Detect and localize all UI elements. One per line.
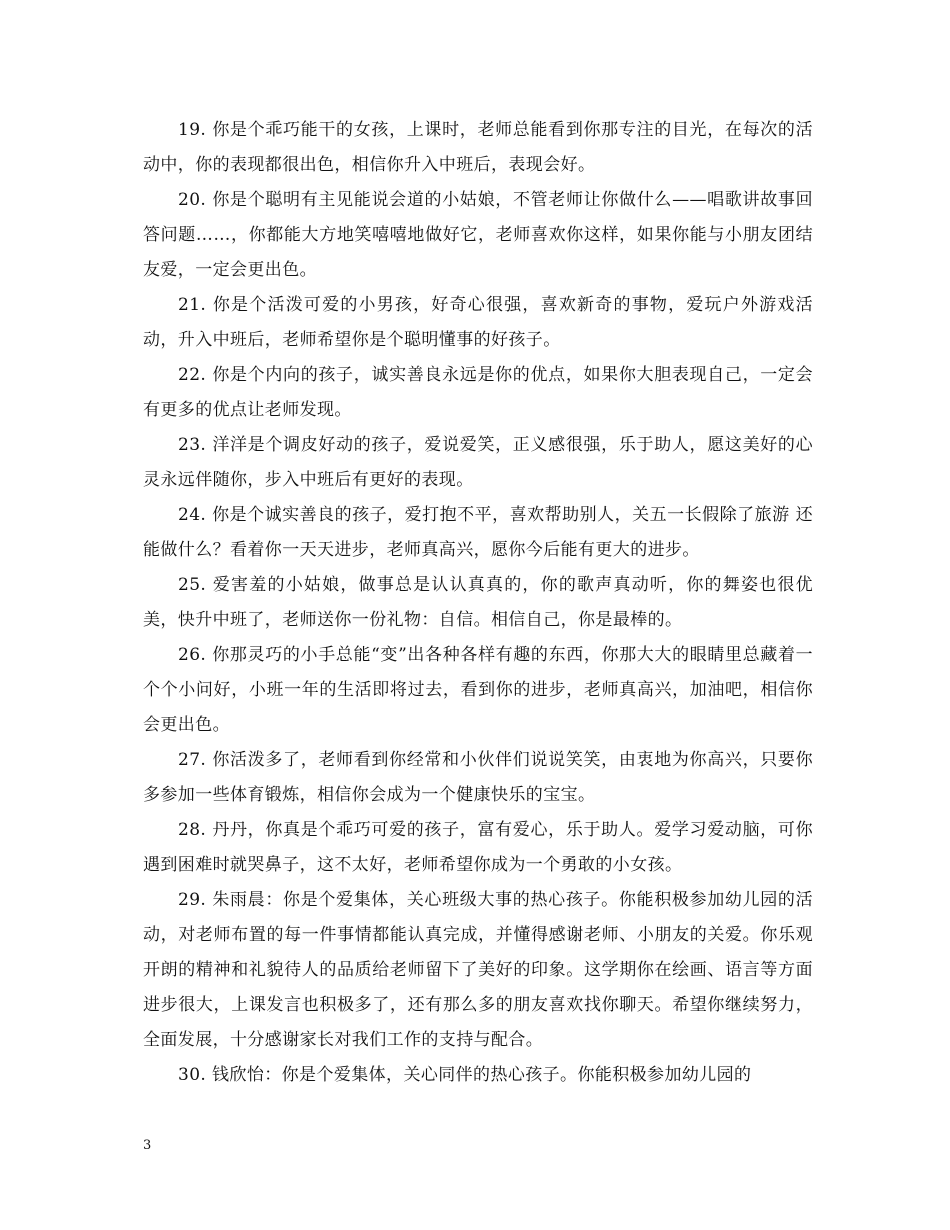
document-body xyxy=(143,113,813,1093)
paragraph-28: 28. 丹丹，你真是个乖巧可爱的孩子，富有爱心，乐于助人。爱学习爱动脑，可你遇到困难时就哭鼻子，这不太好，老师希望你成为一个勇敢的小女孩。 xyxy=(143,820,813,875)
paragraph-26: 26. 你那灵巧的小手总能“变”出各种各样有趣的东西，你那大大的眼睛里总藏着一个个小问好，小班一年的生活即将过去，看到你的进步，老师真高兴，加油吧，相信你会更出色。 xyxy=(143,645,813,735)
paragraph-30: 30. 钱欣怡：你是个爱集体，关心同伴的热心孩子。你能积极参加幼儿园的 xyxy=(178,1065,752,1085)
paragraph-27: 27. 你活泼多了，老师看到你经常和小伙伴们说说笑笑，由衷地为你高兴，只要你多参加一些体育锻炼，相信你会成为一个健康快乐的宝宝。 xyxy=(143,750,813,805)
paragraph-24: 24. 你是个诚实善良的孩子，爱打抱不平，喜欢帮助别人，关五一长假除了旅游 还能做什么？看着你一天天进步，老师真高兴，愿你今后能有更大的进步。 xyxy=(143,505,813,560)
paragraph-25: 25. 爱害羞的小姑娘，做事总是认认真真的，你的歌声真动听，你的舞姿也很优美，快升中班了，老师送你一份礼物：自信。相信自己，你是最棒的。 xyxy=(143,575,813,630)
paragraph-29: 29. 朱雨晨：你是个爱集体，关心班级大事的热心孩子。你能积极参加幼儿园的活动，对老师布置的每一件事情都能认真完成，并懂得感谢老师、小朋友的关爱。你乐观开朗的精神和礼貌待人的品质给老师留下了美好的印象。这学期你在绘画、语言等方面进步很大，上课发言也积极多了，还有那么多的朋友喜欢找你聊天。希望你继续努力，全面发展，十分感谢家长对我们工作的支持与配合。 xyxy=(143,890,813,1050)
paragraph-19: 19. 你是个乖巧能干的女孩，上课时，老师总能看到你那专注的目光，在每次的活动中，你的表现都很出色，相信你升入中班后，表现会好。 xyxy=(143,120,813,175)
page-number: 3 xyxy=(143,1138,152,1153)
paragraph-23: 23. 洋洋是个调皮好动的孩子，爱说爱笑，正义感很强，乐于助人，愿这美好的心灵永远伴随你，步入中班后有更好的表现。 xyxy=(143,435,813,490)
paragraph-20: 20. 你是个聪明有主见能说会道的小姑娘，不管老师让你做什么——唱歌讲故事回答问题……，你都能大方地笑嘻嘻地做好它，老师喜欢你这样，如果你能与小朋友团结友爱，一定会更出色。 xyxy=(143,190,813,280)
paragraph-21: 21. 你是个活泼可爱的小男孩，好奇心很强，喜欢新奇的事物，爱玩户外游戏活动，升入中班后，老师希望你是个聪明懂事的好孩子。 xyxy=(143,295,813,350)
paragraph-22: 22. 你是个内向的孩子，诚实善良永远是你的优点，如果你大胆表现自己，一定会有更多的优点让老师发现。 xyxy=(143,365,813,420)
